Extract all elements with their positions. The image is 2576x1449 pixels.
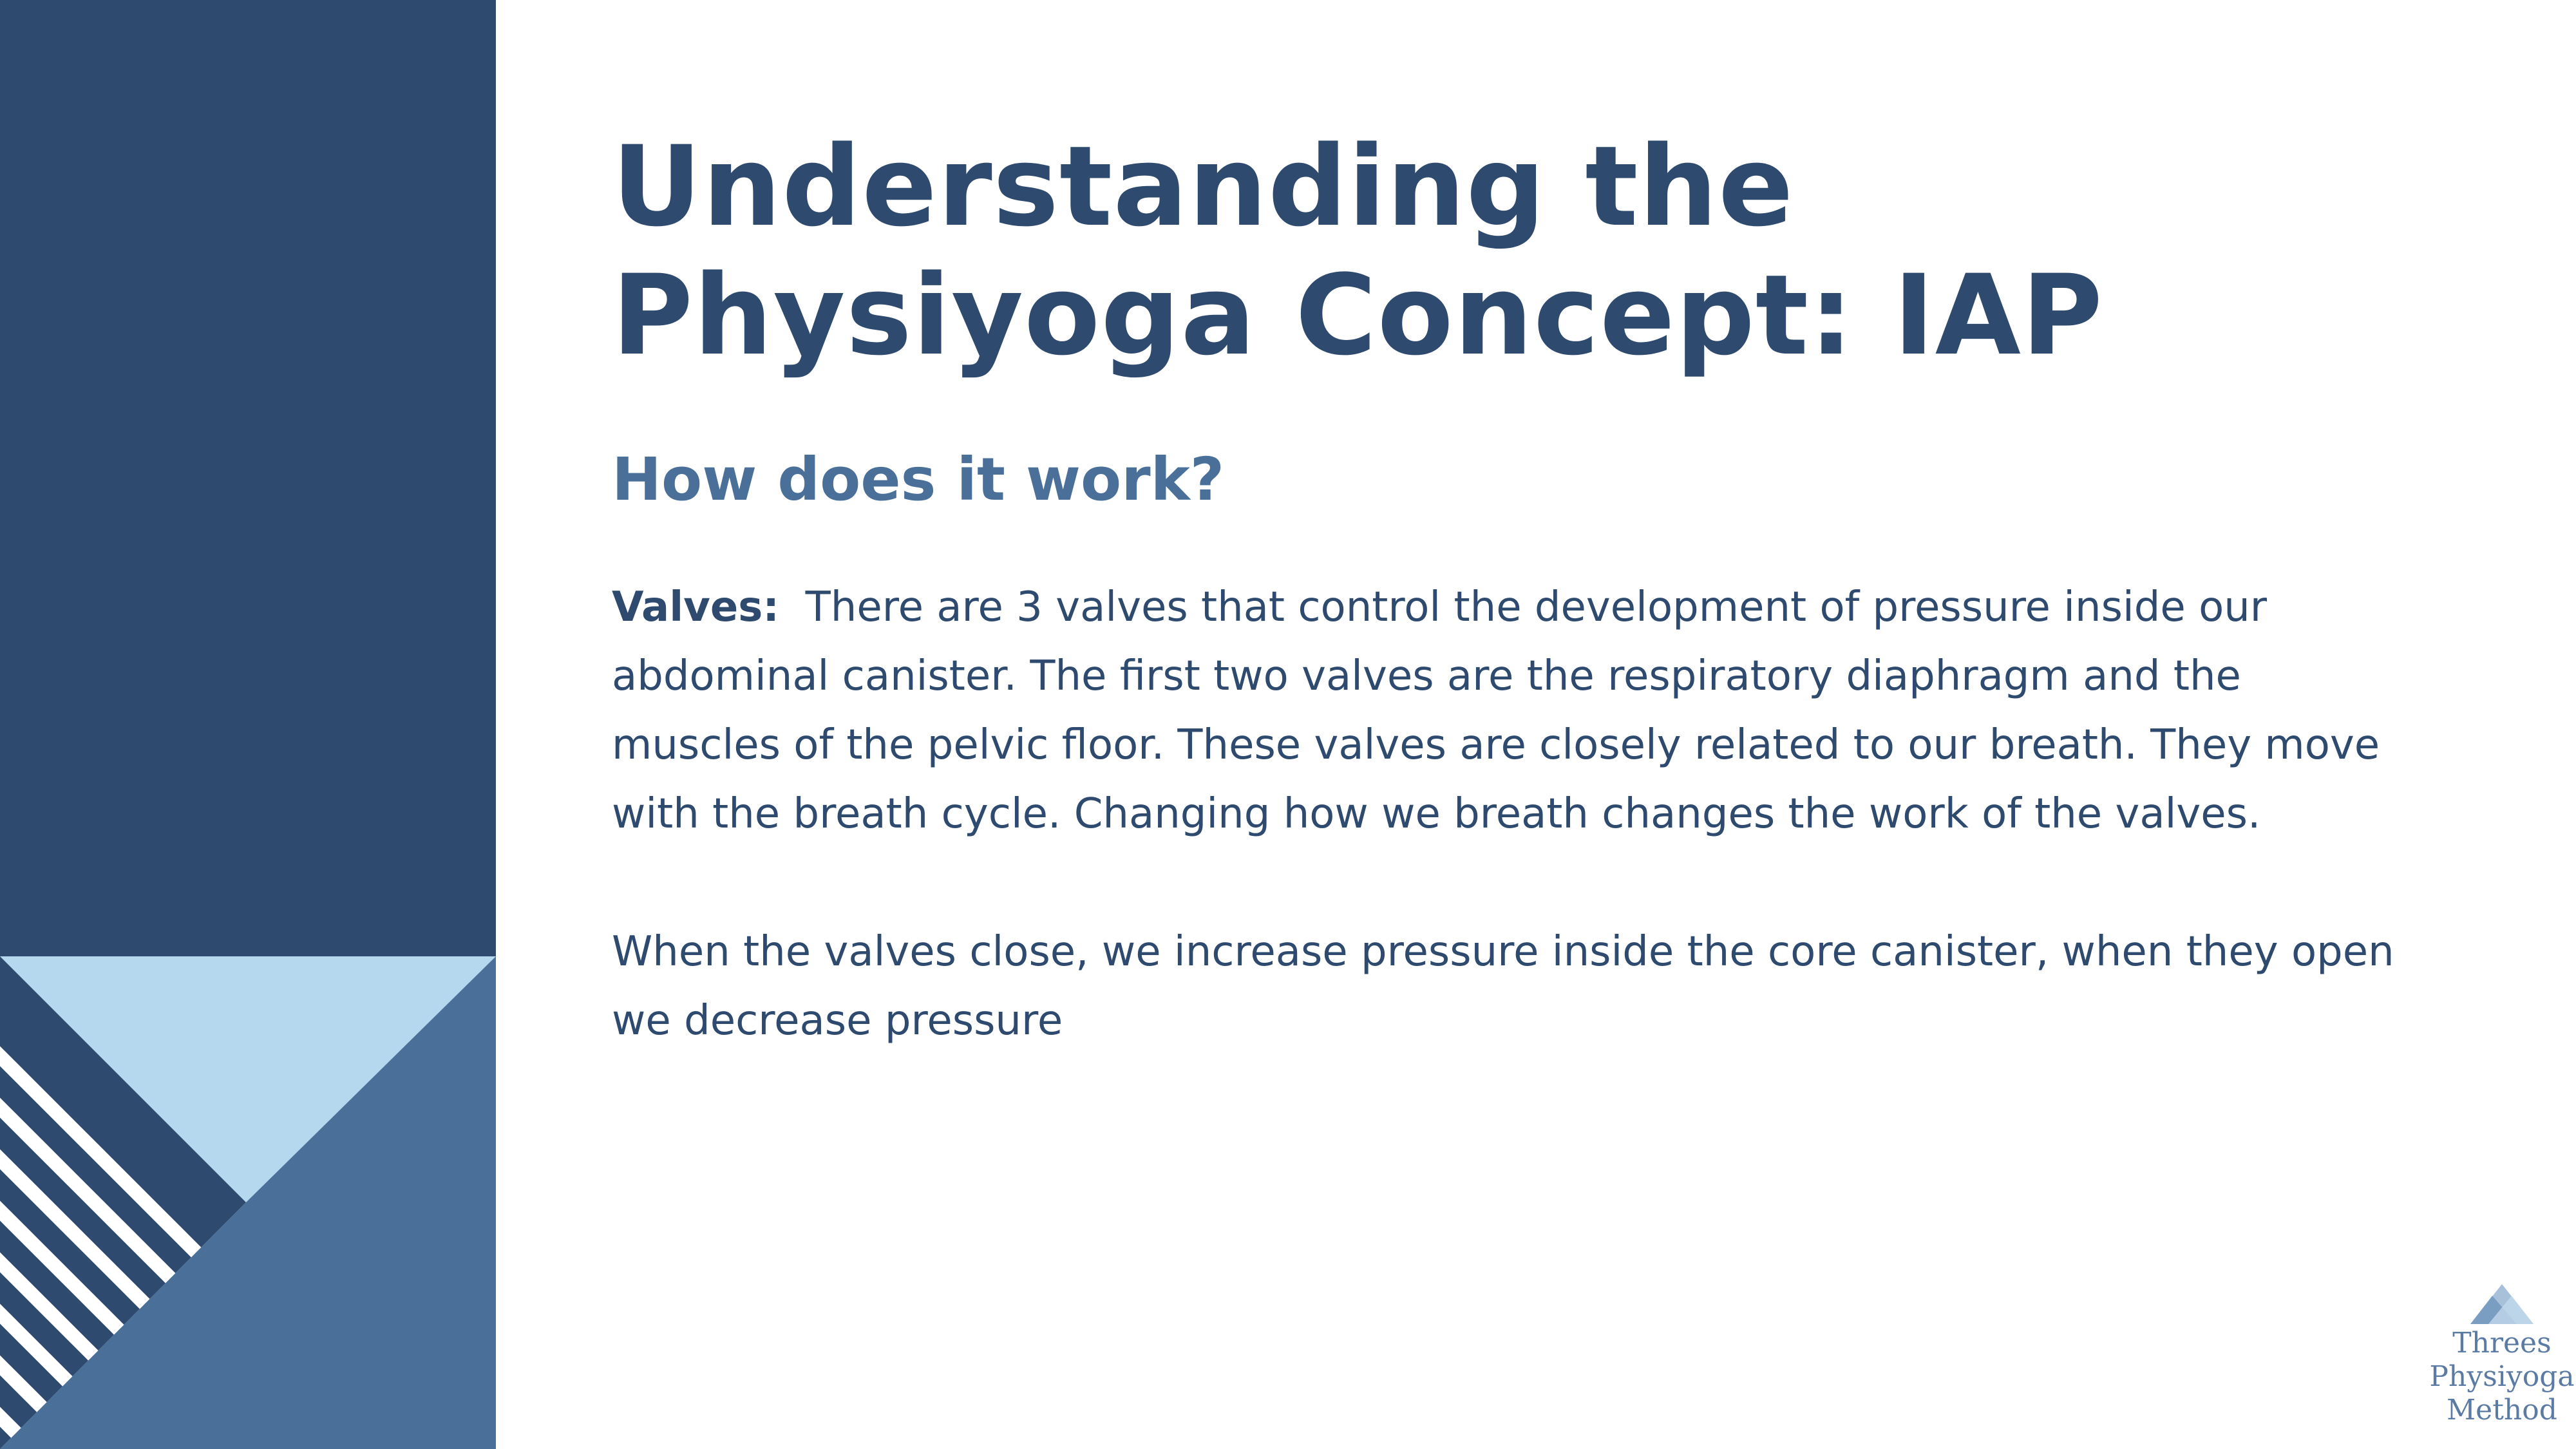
triangle-logo-icon bbox=[2467, 1282, 2537, 1327]
section-subtitle: How does it work? bbox=[612, 445, 1225, 514]
page-title bbox=[612, 122, 2415, 380]
logo-line-1: Threes bbox=[2452, 1327, 2552, 1359]
logo-line-3: Method bbox=[2447, 1394, 2557, 1426]
geometric-pattern bbox=[0, 0, 496, 1449]
body-text bbox=[612, 573, 2402, 1056]
logo-text bbox=[2428, 1327, 2576, 1427]
valves-label: Valves: bbox=[612, 583, 779, 631]
title-line-1: Understanding the bbox=[612, 122, 1794, 251]
navy-block bbox=[0, 0, 496, 956]
title-line-2: Physiyoga Concept: IAP bbox=[612, 251, 2103, 380]
logo-line-2: Physiyoga bbox=[2429, 1360, 2575, 1393]
content-area bbox=[612, 122, 2415, 1056]
brand-logo bbox=[2428, 1282, 2576, 1449]
paragraph-valves bbox=[612, 573, 2402, 849]
paragraph-pressure: When the valves close, we increase pressure inside the core canister, when they open we decrease pressure bbox=[612, 928, 2394, 1045]
valves-description: There are 3 valves that control the development of pressure inside our abdominal canister. The first two valves are the respiratory diaphragm and the muscles of the pelvic floor. These valves are closely related to our breath. They move with the breath cycle. Changing how we breath changes the work of the valves. bbox=[612, 583, 2380, 838]
left-decorative-panel bbox=[0, 0, 496, 1449]
